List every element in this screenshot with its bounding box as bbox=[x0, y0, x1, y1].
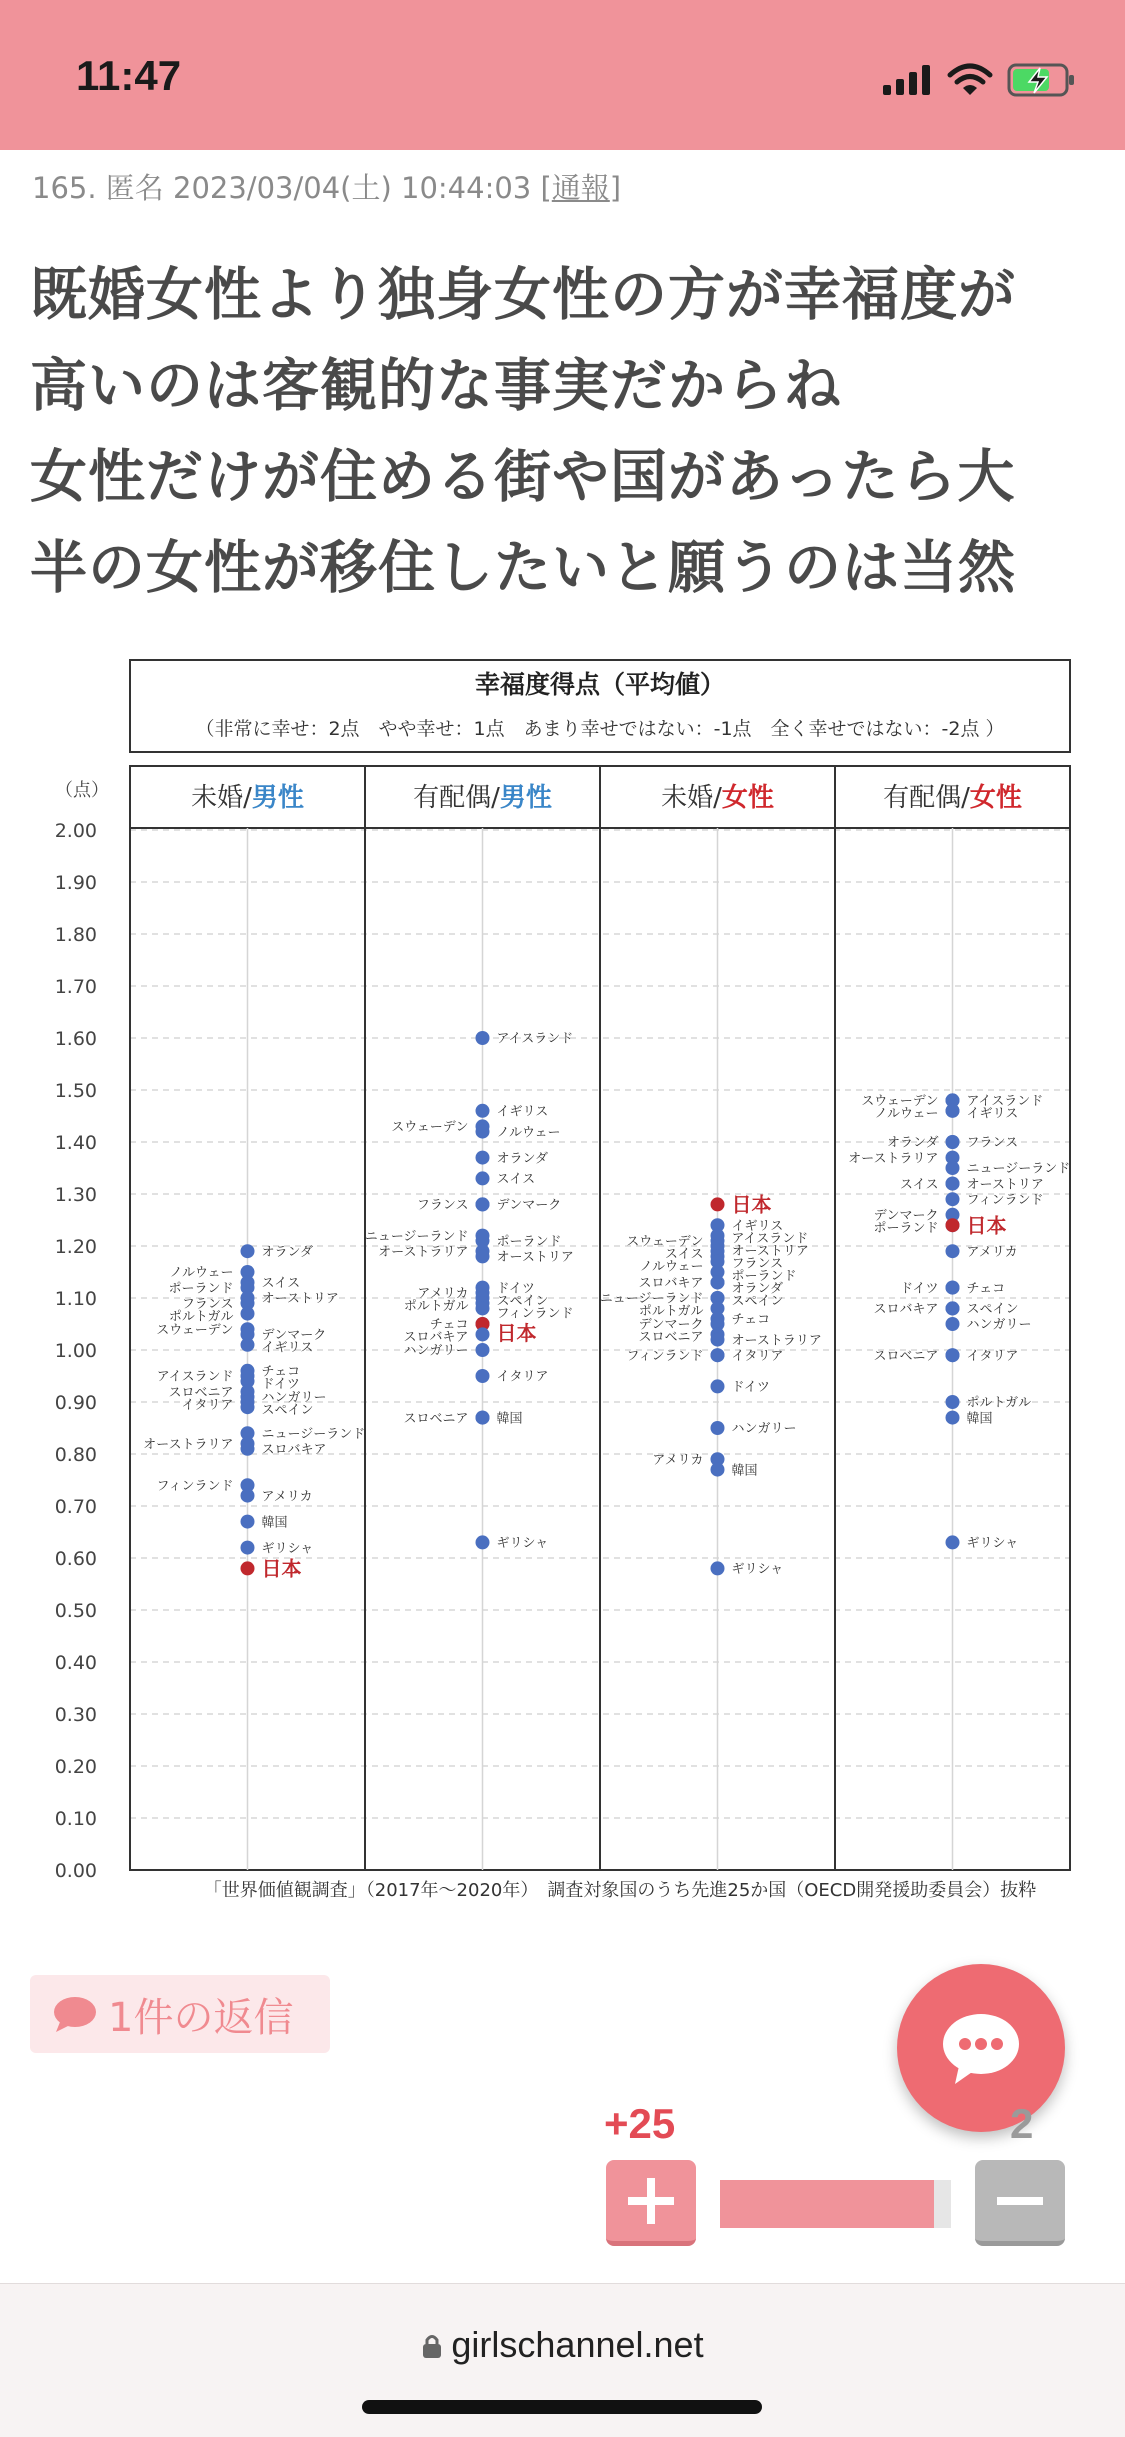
panel-header-prefix: 未婚/ bbox=[661, 783, 722, 813]
data-point-label: ギリシャ bbox=[731, 1562, 784, 1578]
data-point-label: オーストラリア bbox=[143, 1437, 234, 1453]
data-point-label: オランダ bbox=[496, 1151, 548, 1167]
data-point-label: ドイツ bbox=[261, 1376, 300, 1392]
data-point bbox=[241, 1400, 255, 1414]
status-icons bbox=[883, 60, 1077, 100]
data-point-label: イギリス bbox=[261, 1340, 314, 1356]
data-point-label: オーストラリア bbox=[378, 1244, 469, 1260]
data-point-label: ポーランド bbox=[873, 1220, 939, 1236]
wifi-icon bbox=[947, 63, 993, 97]
data-point-label: アメリカ bbox=[652, 1452, 704, 1468]
data-point bbox=[241, 1442, 255, 1456]
data-point bbox=[711, 1421, 725, 1435]
lock-icon bbox=[421, 2332, 443, 2360]
data-point-label: イタリア bbox=[731, 1348, 784, 1364]
y-tick-label: 1.30 bbox=[54, 1184, 97, 1206]
chart-title: 幸福度得点（平均値） bbox=[474, 670, 726, 699]
y-tick-label: 0.00 bbox=[54, 1860, 97, 1882]
data-point-label: アイスランド bbox=[156, 1369, 234, 1385]
data-point-label: チェコ bbox=[966, 1281, 1006, 1297]
url-text: girlschannel.net bbox=[451, 2324, 704, 2365]
data-point bbox=[476, 1031, 490, 1045]
data-point bbox=[711, 1197, 725, 1211]
data-point-label: 韓国 bbox=[496, 1411, 523, 1427]
comment-line: 高いのは客観的な事実だからね bbox=[30, 353, 842, 419]
post-meta bbox=[32, 166, 621, 207]
data-point-label: オランダ bbox=[731, 1281, 783, 1297]
data-point bbox=[476, 1535, 490, 1549]
data-point-label: スロバキア bbox=[638, 1276, 704, 1292]
data-point bbox=[476, 1197, 490, 1211]
data-point bbox=[476, 1411, 490, 1425]
data-point bbox=[946, 1301, 960, 1315]
data-point bbox=[476, 1301, 490, 1315]
data-point-label: ノルウェー bbox=[496, 1125, 561, 1141]
data-point-label: デンマーク bbox=[638, 1317, 704, 1333]
data-point-label: ポーランド bbox=[731, 1268, 797, 1284]
data-point-label: ハンガリー bbox=[261, 1390, 327, 1406]
data-point bbox=[946, 1244, 960, 1258]
post-meta-suffix: ] bbox=[609, 171, 622, 205]
data-point-label: フィンランド bbox=[156, 1478, 234, 1494]
data-point bbox=[711, 1379, 725, 1393]
minus-icon bbox=[975, 2160, 1065, 2241]
y-tick-label: 0.70 bbox=[54, 1496, 97, 1518]
status-time: 11:47 bbox=[76, 52, 182, 99]
data-point bbox=[711, 1333, 725, 1347]
data-point-label: ギリシャ bbox=[966, 1536, 1019, 1552]
data-point-label: スウェーデン bbox=[626, 1234, 704, 1250]
data-point-label: オーストラリア bbox=[848, 1151, 939, 1167]
data-point-label: ハンガリー bbox=[966, 1317, 1032, 1333]
data-point-label: ニュージーランド bbox=[261, 1426, 366, 1442]
data-point-label: ニュージーランド bbox=[364, 1229, 469, 1245]
data-point-label: 韓国 bbox=[731, 1463, 758, 1479]
minus-vote-count: 2 bbox=[1010, 2100, 1034, 2147]
data-point-label: オランダ bbox=[261, 1244, 313, 1260]
data-point-label: 日本 bbox=[731, 1192, 772, 1217]
data-point-label: ニュージーランド bbox=[966, 1161, 1071, 1177]
data-point-label: デンマーク bbox=[496, 1198, 562, 1214]
data-point bbox=[476, 1249, 490, 1263]
data-point-label: イギリス bbox=[731, 1218, 784, 1234]
data-point bbox=[476, 1104, 490, 1118]
data-point bbox=[946, 1395, 960, 1409]
y-tick-label: 0.50 bbox=[54, 1600, 97, 1622]
data-point bbox=[476, 1369, 490, 1383]
comment-line: 女性だけが住める街や国があったら大 bbox=[30, 444, 1016, 510]
data-point-label: イタリア bbox=[181, 1397, 234, 1413]
data-point-label: フィンランド bbox=[496, 1306, 574, 1322]
data-point-label: スウェーデン bbox=[861, 1094, 939, 1110]
data-point bbox=[476, 1125, 490, 1139]
data-point-label: ポルトガル bbox=[966, 1395, 1032, 1411]
data-point-label: フランス bbox=[181, 1296, 234, 1312]
panel-header-prefix: 未婚/ bbox=[191, 783, 252, 813]
data-point bbox=[946, 1348, 960, 1362]
comment-line: 半の女性が移住したいと願うのは当然 bbox=[30, 535, 1016, 601]
data-point bbox=[241, 1489, 255, 1503]
data-point-label: スウェーデン bbox=[391, 1120, 469, 1136]
data-point bbox=[946, 1281, 960, 1295]
data-point bbox=[241, 1307, 255, 1321]
y-tick-label: 0.10 bbox=[54, 1808, 97, 1830]
minus-vote-button[interactable] bbox=[975, 2160, 1065, 2246]
y-tick-label: 2.00 bbox=[54, 820, 97, 842]
data-point-label: スイス bbox=[261, 1276, 301, 1292]
panel-header bbox=[661, 783, 774, 813]
data-point bbox=[476, 1343, 490, 1357]
data-point-label: オーストラリア bbox=[731, 1333, 822, 1349]
data-point-label: スウェーデン bbox=[156, 1322, 234, 1338]
data-point-label: オーストリア bbox=[496, 1250, 574, 1266]
data-point-label: イタリア bbox=[966, 1348, 1019, 1364]
data-point bbox=[711, 1275, 725, 1289]
plus-icon bbox=[606, 2160, 696, 2241]
y-tick-label: 1.10 bbox=[54, 1288, 97, 1310]
data-point-label: スイス bbox=[496, 1172, 536, 1188]
data-point-label: フィンランド bbox=[966, 1192, 1044, 1208]
data-point bbox=[241, 1338, 255, 1352]
data-point-label: スペイン bbox=[731, 1293, 784, 1309]
panel-header-prefix: 有配偶/ bbox=[413, 783, 500, 813]
data-point bbox=[711, 1463, 725, 1477]
y-tick-label: 1.90 bbox=[54, 872, 97, 894]
y-tick-label: 1.20 bbox=[54, 1236, 97, 1258]
data-point bbox=[241, 1244, 255, 1258]
panel-header-gender: 男性 bbox=[251, 783, 304, 813]
chart-subtitle: （非常に幸せ：2点 やや幸せ：1点 あまり幸せではない：-1点 全く幸せではない：-2点 ） bbox=[195, 718, 1005, 740]
y-tick-label: 0.60 bbox=[54, 1548, 97, 1570]
url-display[interactable] bbox=[0, 2324, 1125, 2366]
data-point-label: ドイツ bbox=[496, 1281, 535, 1297]
happiness-chart bbox=[0, 648, 1125, 1918]
home-indicator bbox=[362, 2400, 762, 2414]
data-point bbox=[946, 1535, 960, 1549]
data-point-label: ギリシャ bbox=[261, 1541, 314, 1557]
data-point bbox=[241, 1541, 255, 1555]
data-point-label: スイス bbox=[664, 1246, 704, 1262]
data-point-label: イギリス bbox=[496, 1104, 549, 1120]
chat-bubble-icon bbox=[897, 1964, 1065, 2132]
y-tick-label: 1.70 bbox=[54, 976, 97, 998]
data-point bbox=[476, 1327, 490, 1341]
data-point-label: フィンランド bbox=[626, 1348, 704, 1364]
y-tick-label: 1.00 bbox=[54, 1340, 97, 1362]
data-point-label: ギリシャ bbox=[496, 1536, 549, 1552]
speech-bubble-icon bbox=[52, 1994, 98, 2034]
chart-unit-label: （点） bbox=[55, 780, 109, 801]
y-tick-label: 1.50 bbox=[54, 1080, 97, 1102]
data-point-label: スペイン bbox=[966, 1302, 1019, 1318]
comment-body bbox=[30, 250, 1100, 614]
data-point-label: スロベニア bbox=[168, 1385, 234, 1401]
data-point-label: チェコ bbox=[429, 1317, 469, 1333]
panel-header bbox=[191, 783, 304, 813]
plus-vote-count: +25 bbox=[604, 2100, 676, 2147]
chart-image[interactable] bbox=[0, 648, 1125, 1918]
chart-source: 「世界価値観調査」（2017年～2020年） 調査対象国のうち先進25か国（OECD開発援助委員会）抜粋 bbox=[203, 1880, 1037, 1901]
data-point-label: スペイン bbox=[261, 1402, 314, 1418]
y-tick-label: 0.40 bbox=[54, 1652, 97, 1674]
data-point-label: フランス bbox=[966, 1135, 1019, 1151]
data-point-label: スロベニア bbox=[873, 1348, 939, 1364]
data-point-label: スロバキア bbox=[403, 1330, 469, 1346]
data-point bbox=[711, 1348, 725, 1362]
write-comment-button[interactable] bbox=[897, 1964, 1065, 2132]
data-point bbox=[241, 1561, 255, 1575]
data-point-label: スロバキア bbox=[873, 1302, 939, 1318]
data-point-label: フランス bbox=[731, 1256, 784, 1272]
data-point bbox=[946, 1411, 960, 1425]
data-point-label: ノルウェー bbox=[639, 1259, 704, 1275]
data-point-label: 韓国 bbox=[261, 1515, 288, 1531]
data-point-label: スロバキア bbox=[261, 1442, 327, 1458]
data-point-label: 日本 bbox=[496, 1320, 537, 1345]
panel-header-gender: 男性 bbox=[499, 783, 552, 813]
panel-header-gender: 女性 bbox=[969, 783, 1022, 813]
data-point-label: スイス bbox=[899, 1177, 939, 1193]
y-tick-label: 0.20 bbox=[54, 1756, 97, 1778]
data-point-label: アイスランド bbox=[731, 1231, 809, 1247]
data-point-label: 韓国 bbox=[966, 1411, 993, 1427]
data-point-label: チェコ bbox=[731, 1312, 771, 1328]
data-point-label: 日本 bbox=[261, 1556, 302, 1581]
cellular-signal-icon bbox=[883, 65, 933, 95]
data-point-label: オーストリア bbox=[966, 1177, 1044, 1193]
data-point-label: オーストリア bbox=[731, 1243, 809, 1259]
reply-button[interactable] bbox=[30, 1975, 330, 2053]
data-point-label: スロベニア bbox=[638, 1330, 704, 1346]
data-point-label: ポーランド bbox=[168, 1281, 234, 1297]
y-tick-label: 0.90 bbox=[54, 1392, 97, 1414]
panel-header bbox=[883, 783, 1022, 813]
data-point-label: オーストリア bbox=[261, 1291, 339, 1307]
post-meta-text: 165. 匿名 2023/03/04(土) 10:44:03 [ bbox=[32, 171, 552, 205]
y-tick-label: 1.60 bbox=[54, 1028, 97, 1050]
data-point-label: フランス bbox=[416, 1198, 469, 1214]
data-point bbox=[476, 1151, 490, 1165]
data-point-label: ポルトガル bbox=[638, 1304, 704, 1320]
y-tick-label: 0.30 bbox=[54, 1704, 97, 1726]
data-point bbox=[946, 1135, 960, 1149]
data-point-label: スロベニア bbox=[403, 1411, 469, 1427]
data-point bbox=[946, 1177, 960, 1191]
comment-line: 既婚女性より独身女性の方が幸福度が bbox=[30, 262, 1016, 328]
data-point-label: チェコ bbox=[261, 1364, 301, 1380]
data-point-label: イギリス bbox=[966, 1106, 1019, 1122]
data-point-label: ドイツ bbox=[731, 1380, 770, 1396]
data-point bbox=[946, 1218, 960, 1232]
status-bar bbox=[0, 0, 1125, 150]
data-point-label: オランダ bbox=[887, 1135, 939, 1151]
report-link[interactable]: 通報 bbox=[551, 171, 610, 205]
y-tick-label: 1.80 bbox=[54, 924, 97, 946]
data-point-label: ポーランド bbox=[496, 1234, 562, 1250]
data-point-label: アイスランド bbox=[966, 1094, 1044, 1110]
data-point bbox=[946, 1104, 960, 1118]
data-point-label: デンマーク bbox=[873, 1208, 939, 1224]
data-point bbox=[241, 1515, 255, 1529]
data-point bbox=[946, 1192, 960, 1206]
panel-header bbox=[413, 783, 552, 813]
panel-header-gender: 女性 bbox=[721, 783, 774, 813]
data-point-label: アメリカ bbox=[417, 1286, 469, 1302]
data-point-label: イタリア bbox=[496, 1369, 549, 1385]
y-tick-label: 1.40 bbox=[54, 1132, 97, 1154]
vote-ratio-fill bbox=[720, 2180, 934, 2228]
data-point bbox=[476, 1171, 490, 1185]
battery-charging-icon bbox=[1007, 62, 1077, 98]
data-point-label: デンマーク bbox=[261, 1328, 327, 1344]
panel-header-prefix: 有配偶/ bbox=[883, 783, 970, 813]
plus-vote-button[interactable] bbox=[606, 2160, 696, 2246]
reply-label: 1件の返信 bbox=[108, 1994, 294, 2041]
data-point bbox=[711, 1561, 725, 1575]
vote-ratio-bar bbox=[720, 2180, 951, 2228]
y-tick-label: 0.80 bbox=[54, 1444, 97, 1466]
data-point-label: ニュージーランド bbox=[599, 1291, 704, 1307]
data-point-label: 日本 bbox=[966, 1213, 1007, 1238]
data-point-label: アメリカ bbox=[966, 1244, 1018, 1260]
data-point-label: アイスランド bbox=[496, 1031, 574, 1047]
data-point-label: アメリカ bbox=[261, 1489, 313, 1505]
data-point-label: ドイツ bbox=[900, 1281, 939, 1297]
data-point bbox=[946, 1161, 960, 1175]
data-point-label: ノルウェー bbox=[169, 1265, 234, 1281]
data-point-label: ポルトガル bbox=[403, 1298, 469, 1314]
data-point-label: ハンガリー bbox=[731, 1421, 797, 1437]
data-point-label: ハンガリー bbox=[403, 1343, 469, 1359]
data-point-label: ノルウェー bbox=[874, 1106, 939, 1122]
data-point bbox=[946, 1317, 960, 1331]
data-point-label: スペイン bbox=[496, 1293, 549, 1309]
data-point-label: ポルトガル bbox=[168, 1309, 234, 1325]
